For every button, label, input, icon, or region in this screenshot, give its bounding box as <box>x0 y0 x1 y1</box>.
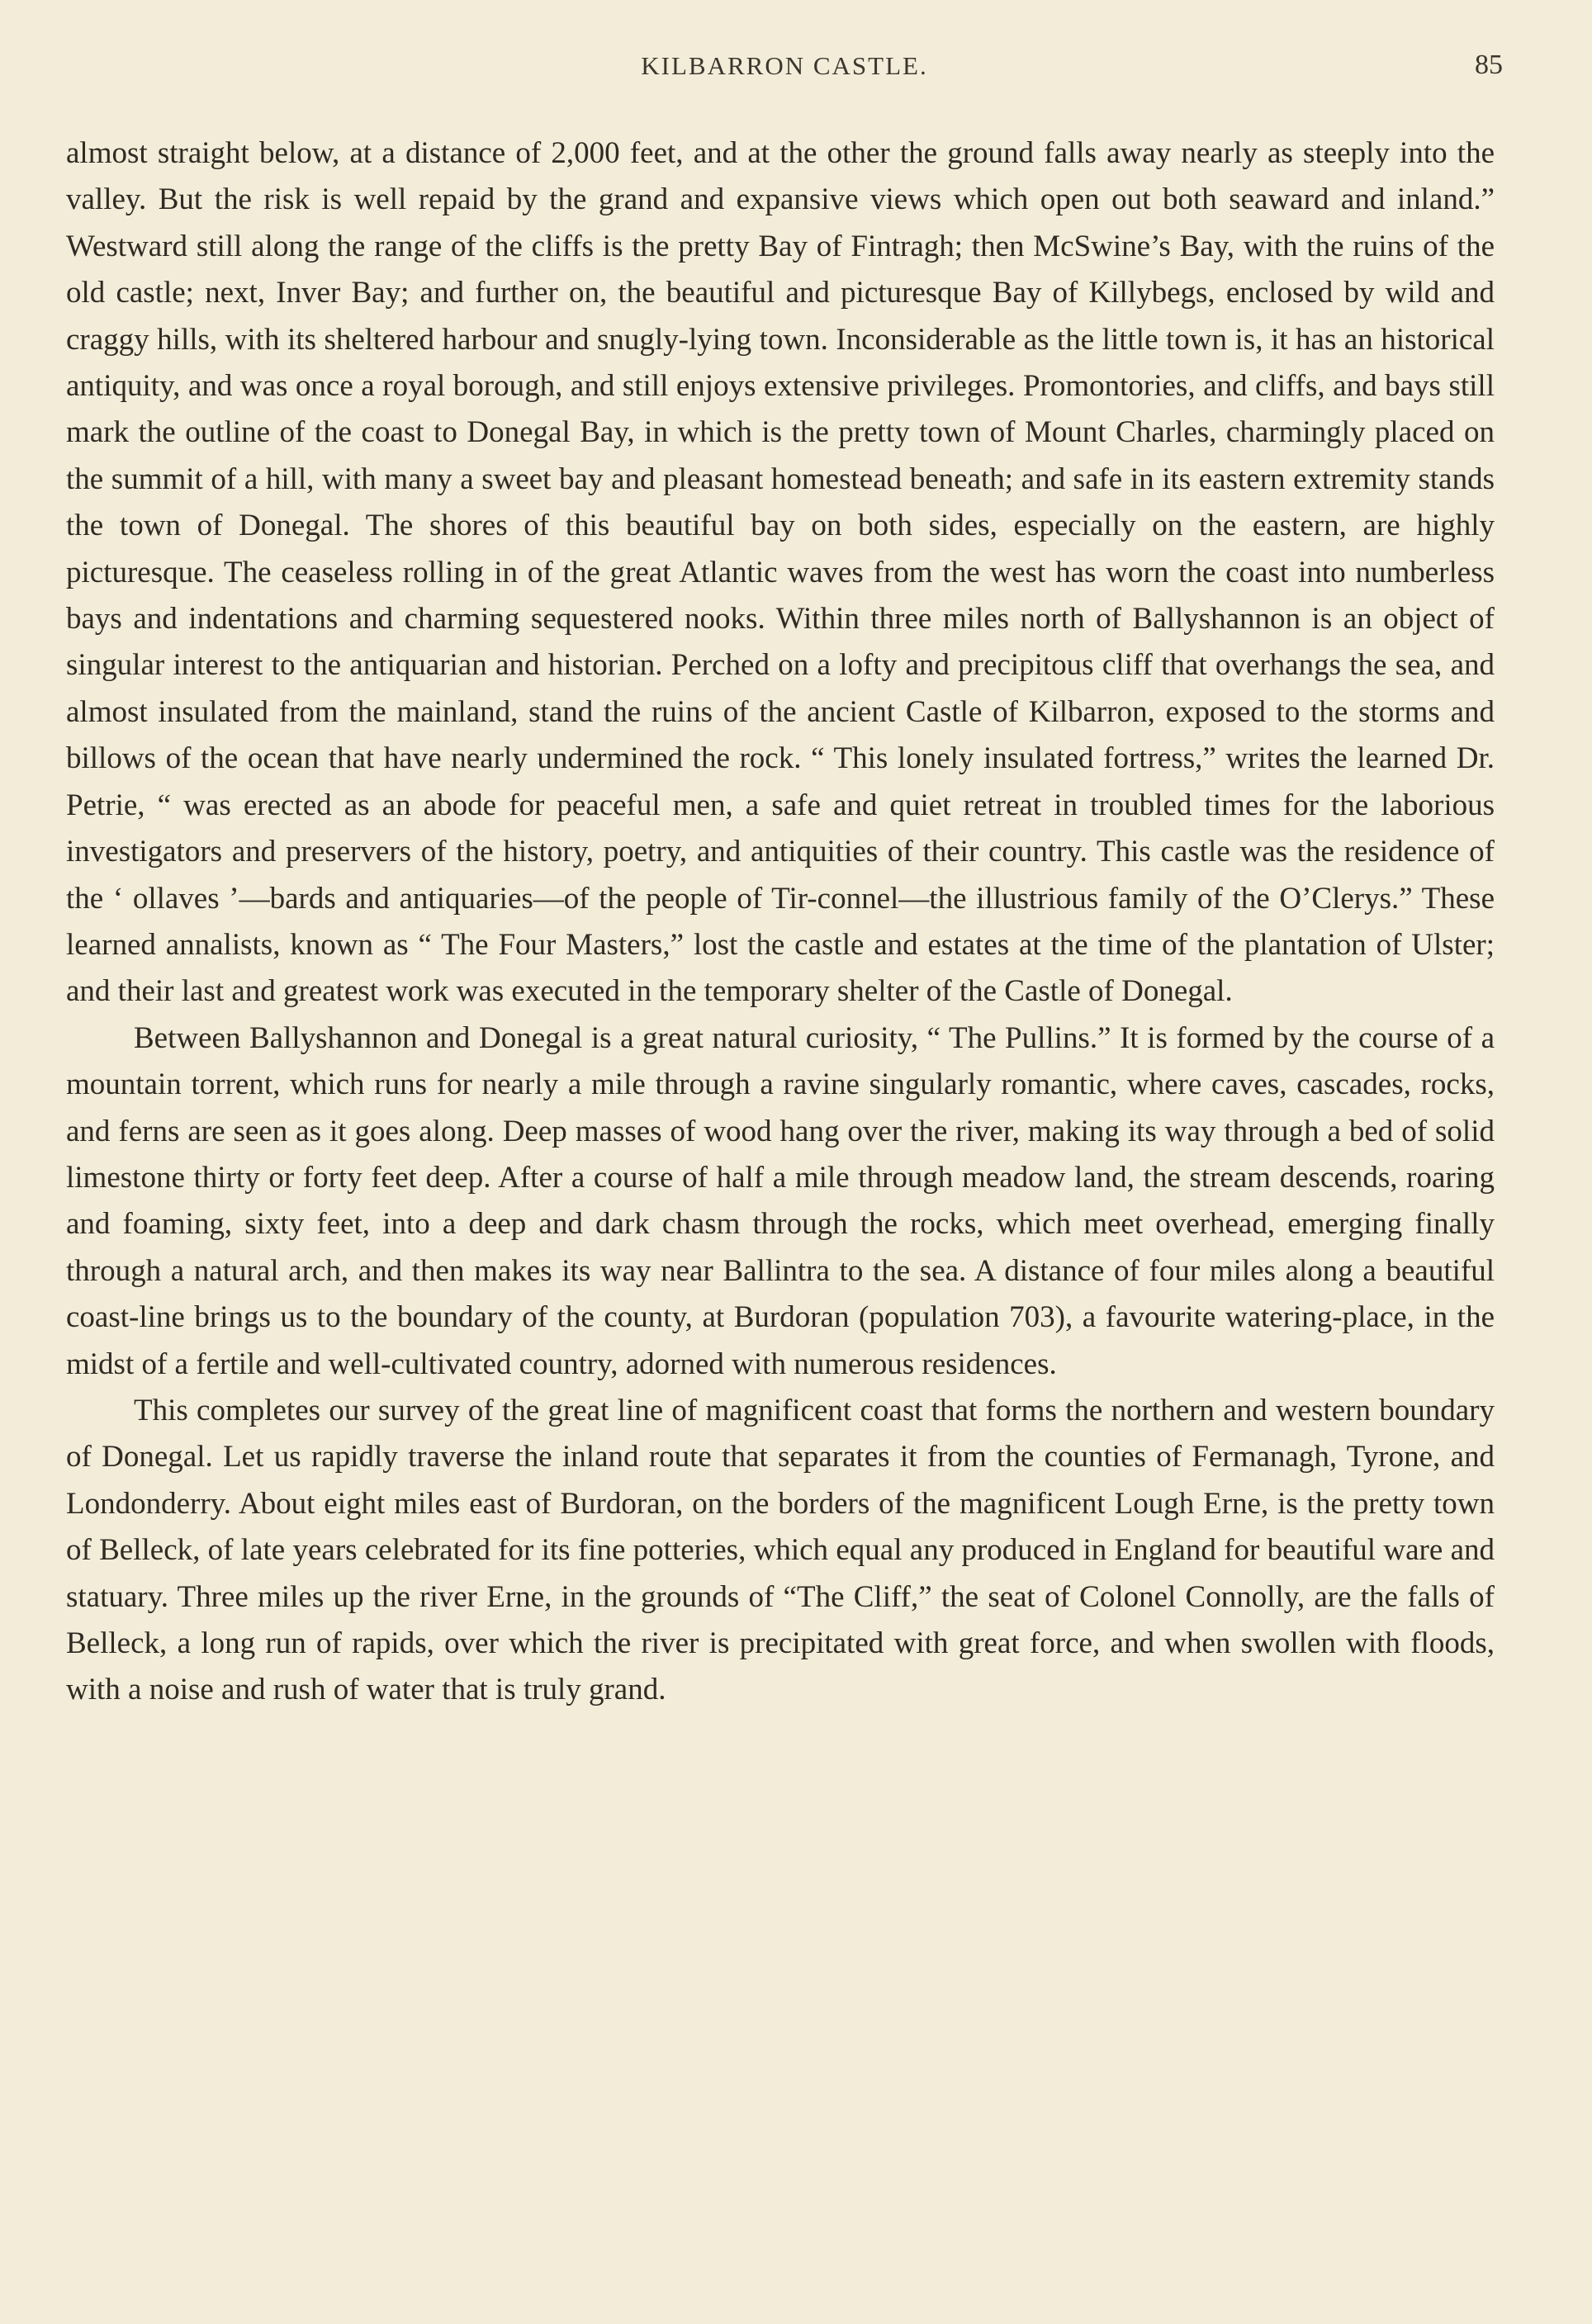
paragraph-belleck: This completes our survey of the great line of magnificent coast that forms the northern and western boundary of Donegal. Let us rapidly traverse the inland route that separates it from the counties of Fermanagh, Tyrone, and Londonderry. About eight miles east of Burdoran, on the borders of the magnificent Lough Erne, is the pretty town of Belleck, of late years celebrated for its fine potteries, which equal any produced in England for beautiful ware and statuary. Three miles up the river Erne, in the grounds of “The Cliff,” the seat of Colonel Connolly, are the falls of Belleck, a long run of rapids, over which the river is precipitated with great force, and when swollen with floods, with a noise and rush of water that is truly grand. <box>66 1393 1495 1707</box>
page-number: 85 <box>1475 50 1503 80</box>
running-head <box>66 51 1503 92</box>
body-text <box>66 130 1495 1714</box>
paragraph-kilbarron: almost straight below, at a distance of 2,000 feet, and at the other the ground falls away nearly as steeply into the valley. But the risk is well repaid by the grand and expansive views which open out both seaward and inland.” Westward still along the range of the cliffs is the pretty Bay of Fintragh; then McSwine’s Bay, with the ruins of the old castle; next, Inver Bay; and further on, the beautiful and picturesque Bay of Killybegs, enclosed by wild and craggy hills, with its sheltered harbour and snugly-lying town. Inconsiderable as the little town is, it has an historical antiquity, and was once a royal borough, and still enjoys extensive privileges. Promontories, and cliffs, and bays still mark the outline of the coast to Donegal Bay, in which is the pretty town of Mount Charles, charmingly placed on the summit of a hill, with many a sweet bay and pleasant homestead beneath; and safe in its eastern extremity stands the town of Donegal. The shores of this beautiful bay on both sides, especially on the eastern, are highly picturesque. The ceaseless rolling in of the great Atlantic waves from the west has worn the coast into numberless bays and indentations and charming sequestered nooks. Within three miles north of Ballyshannon is an object of singular interest to the antiquarian and historian. Perched on a lofty and precipitous cliff that overhangs the sea, and almost insulated from the mainland, stand the ruins of the ancient Castle of Kilbarron, exposed to the storms and billows of the ocean that have nearly undermined the rock. “ This lonely insulated fortress,” writes the learned Dr. Petrie, “ was erected as an abode for peaceful men, a safe and quiet retreat in troubled times for the laborious investigators and preservers of the history, poetry, and antiquities of their country. This castle was the residence of the ‘ ollaves ’—bards and antiquaries—of the people of Tir-connel—the illustrious family of the O’Clerys.” These learned annalists, known as “ The Four Masters,” lost the castle and estates at the time of the plantation of Ulster; and their last and greatest work was executed in the temporary shelter of the Castle of Donegal. <box>66 136 1495 1009</box>
paragraph-pullins: Between Ballyshannon and Donegal is a great natural curiosity, “ The Pullins.” It is formed by the course of a mountain torrent, which runs for nearly a mile through a ravine singularly romantic, where caves, cascades, rocks, and ferns are seen as it goes along. Deep masses of wood hang over the river, making its way through a bed of solid limestone thirty or forty feet deep. After a course of half a mile through meadow land, the stream descends, roaring and foaming, sixty feet, into a deep and dark chasm through the rocks, which meet overhead, emerging finally through a natural arch, and then makes its way near Ballintra to the sea. A distance of four miles along a beautiful coast-line brings us to the boundary of the county, at Burdoran (population 703), a favourite watering-place, in the midst of a fertile and well-cultivated country, adorned with numerous residences. <box>66 1020 1495 1381</box>
running-title: KILBARRON CASTLE. <box>641 51 928 80</box>
